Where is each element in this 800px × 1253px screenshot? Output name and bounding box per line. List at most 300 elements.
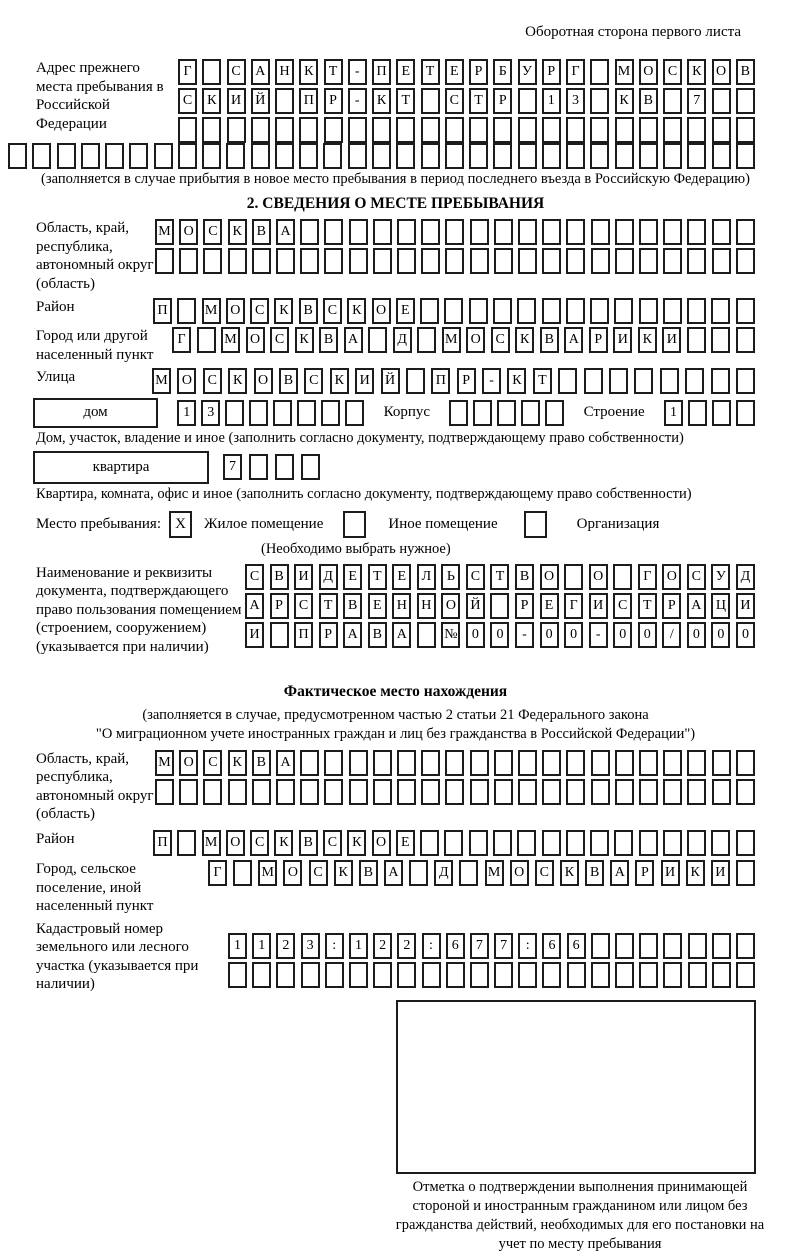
char-cell[interactable]: Т: [469, 88, 488, 114]
char-cell[interactable]: Г: [564, 593, 583, 619]
char-cell[interactable]: О: [254, 368, 273, 394]
char-cell[interactable]: 1: [177, 400, 196, 426]
char-cell[interactable]: [663, 88, 682, 114]
char-cell[interactable]: Д: [319, 564, 338, 590]
char-cell[interactable]: [615, 933, 634, 959]
char-cell[interactable]: Н: [392, 593, 411, 619]
char-cell[interactable]: 1: [252, 933, 271, 959]
char-cell[interactable]: [8, 143, 27, 169]
char-cell[interactable]: С: [535, 860, 554, 886]
char-cell[interactable]: Р: [589, 327, 608, 353]
char-cell[interactable]: 2: [276, 933, 295, 959]
char-cell[interactable]: [518, 88, 537, 114]
char-cell[interactable]: А: [392, 622, 411, 648]
char-cell[interactable]: Г: [566, 59, 585, 85]
char-cell[interactable]: Р: [493, 88, 512, 114]
char-cell[interactable]: [155, 779, 174, 805]
char-cell[interactable]: [609, 368, 628, 394]
char-cell[interactable]: [421, 219, 440, 245]
char-cell[interactable]: [348, 143, 367, 169]
char-cell[interactable]: Т: [490, 564, 509, 590]
char-cell[interactable]: [249, 400, 268, 426]
char-cell[interactable]: 7: [494, 933, 513, 959]
char-cell[interactable]: 7: [470, 933, 489, 959]
char-cell[interactable]: Р: [515, 593, 534, 619]
char-cell[interactable]: И: [662, 327, 681, 353]
char-cell[interactable]: [518, 779, 537, 805]
char-cell[interactable]: 1: [228, 933, 247, 959]
char-cell[interactable]: [417, 327, 436, 353]
char-cell[interactable]: И: [245, 622, 264, 648]
char-cell[interactable]: [276, 248, 295, 274]
char-cell[interactable]: [566, 219, 585, 245]
char-cell[interactable]: [615, 779, 634, 805]
char-cell[interactable]: [545, 400, 564, 426]
char-cell[interactable]: [639, 750, 658, 776]
char-cell[interactable]: Г: [208, 860, 227, 886]
char-cell[interactable]: Р: [469, 59, 488, 85]
char-cell[interactable]: А: [343, 622, 362, 648]
char-cell[interactable]: И: [294, 564, 313, 590]
char-cell[interactable]: [615, 219, 634, 245]
char-cell[interactable]: В: [252, 750, 271, 776]
char-cell[interactable]: [203, 779, 222, 805]
char-cell[interactable]: :: [518, 933, 537, 959]
char-cell[interactable]: О: [179, 219, 198, 245]
char-cell[interactable]: [736, 327, 755, 353]
char-cell[interactable]: Д: [393, 327, 412, 353]
char-cell[interactable]: С: [203, 368, 222, 394]
char-cell[interactable]: [323, 143, 342, 169]
char-cell[interactable]: -: [589, 622, 608, 648]
char-cell[interactable]: А: [276, 750, 295, 776]
checkbox-other-premises[interactable]: [343, 511, 366, 538]
char-cell[interactable]: 0: [490, 622, 509, 648]
char-cell[interactable]: П: [153, 298, 172, 324]
char-cell[interactable]: [590, 298, 609, 324]
char-cell[interactable]: [736, 860, 755, 886]
char-cell[interactable]: [639, 779, 658, 805]
char-cell[interactable]: М: [485, 860, 504, 886]
char-cell[interactable]: Ц: [711, 593, 730, 619]
char-cell[interactable]: [251, 143, 270, 169]
char-cell[interactable]: [566, 248, 585, 274]
char-cell[interactable]: [736, 248, 755, 274]
char-cell[interactable]: Е: [396, 830, 415, 856]
char-cell[interactable]: [712, 117, 731, 143]
char-cell[interactable]: [373, 750, 392, 776]
char-cell[interactable]: [542, 779, 561, 805]
char-cell[interactable]: И: [227, 88, 246, 114]
char-cell[interactable]: [470, 962, 489, 988]
char-cell[interactable]: [493, 298, 512, 324]
char-cell[interactable]: К: [228, 368, 247, 394]
char-cell[interactable]: :: [325, 933, 344, 959]
char-cell[interactable]: [660, 368, 679, 394]
char-cell[interactable]: [687, 219, 706, 245]
char-cell[interactable]: [409, 860, 428, 886]
char-cell[interactable]: [228, 248, 247, 274]
char-cell[interactable]: [615, 117, 634, 143]
char-cell[interactable]: В: [299, 298, 318, 324]
checkbox-organization[interactable]: [524, 511, 547, 538]
char-cell[interactable]: А: [251, 59, 270, 85]
char-cell[interactable]: [521, 400, 540, 426]
char-cell[interactable]: В: [639, 88, 658, 114]
char-cell[interactable]: Р: [542, 59, 561, 85]
char-cell[interactable]: [324, 117, 343, 143]
char-cell[interactable]: [712, 962, 731, 988]
char-cell[interactable]: [590, 88, 609, 114]
char-cell[interactable]: 7: [687, 88, 706, 114]
char-cell[interactable]: [634, 368, 653, 394]
char-cell[interactable]: К: [507, 368, 526, 394]
char-cell[interactable]: С: [245, 564, 264, 590]
char-cell[interactable]: А: [245, 593, 264, 619]
char-cell[interactable]: О: [639, 59, 658, 85]
char-cell[interactable]: [736, 117, 755, 143]
char-cell[interactable]: 3: [566, 88, 585, 114]
char-cell[interactable]: [275, 117, 294, 143]
char-cell[interactable]: О: [246, 327, 265, 353]
char-cell[interactable]: [445, 219, 464, 245]
char-cell[interactable]: [470, 750, 489, 776]
char-cell[interactable]: [712, 933, 731, 959]
char-cell[interactable]: [591, 219, 610, 245]
char-cell[interactable]: [639, 143, 658, 169]
char-cell[interactable]: 6: [567, 933, 586, 959]
char-cell[interactable]: Т: [421, 59, 440, 85]
char-cell[interactable]: Н: [417, 593, 436, 619]
char-cell[interactable]: 1: [664, 400, 683, 426]
char-cell[interactable]: 1: [349, 933, 368, 959]
char-cell[interactable]: Ь: [441, 564, 460, 590]
char-cell[interactable]: Е: [445, 59, 464, 85]
char-cell[interactable]: Б: [493, 59, 512, 85]
char-cell[interactable]: С: [203, 750, 222, 776]
char-cell[interactable]: [490, 593, 509, 619]
char-cell[interactable]: [473, 400, 492, 426]
char-cell[interactable]: М: [221, 327, 240, 353]
char-cell[interactable]: [711, 327, 730, 353]
char-cell[interactable]: [203, 248, 222, 274]
char-cell[interactable]: С: [687, 564, 706, 590]
char-cell[interactable]: О: [589, 564, 608, 590]
char-cell[interactable]: [202, 59, 221, 85]
char-cell[interactable]: [273, 400, 292, 426]
char-cell[interactable]: [712, 750, 731, 776]
char-cell[interactable]: Й: [466, 593, 485, 619]
char-cell[interactable]: [373, 248, 392, 274]
char-cell[interactable]: [687, 830, 706, 856]
char-cell[interactable]: П: [294, 622, 313, 648]
char-cell[interactable]: [470, 248, 489, 274]
char-cell[interactable]: [567, 962, 586, 988]
char-cell[interactable]: 3: [201, 400, 220, 426]
char-cell[interactable]: 0: [687, 622, 706, 648]
char-cell[interactable]: Е: [540, 593, 559, 619]
char-cell[interactable]: Т: [638, 593, 657, 619]
char-cell[interactable]: Е: [396, 59, 415, 85]
char-cell[interactable]: [301, 962, 320, 988]
char-cell[interactable]: [276, 962, 295, 988]
char-cell[interactable]: Е: [368, 593, 387, 619]
char-cell[interactable]: [228, 779, 247, 805]
char-cell[interactable]: Е: [343, 564, 362, 590]
char-cell[interactable]: [325, 962, 344, 988]
char-cell[interactable]: [275, 88, 294, 114]
char-cell[interactable]: [178, 143, 197, 169]
char-cell[interactable]: Й: [381, 368, 400, 394]
char-cell[interactable]: [275, 454, 294, 480]
char-cell[interactable]: А: [610, 860, 629, 886]
char-cell[interactable]: [639, 248, 658, 274]
char-cell[interactable]: А: [687, 593, 706, 619]
char-cell[interactable]: С: [323, 298, 342, 324]
char-cell[interactable]: О: [466, 327, 485, 353]
char-cell[interactable]: [459, 860, 478, 886]
char-cell[interactable]: [421, 750, 440, 776]
char-cell[interactable]: [301, 454, 320, 480]
char-cell[interactable]: [711, 830, 730, 856]
char-cell[interactable]: -: [482, 368, 501, 394]
char-cell[interactable]: [542, 962, 561, 988]
char-cell[interactable]: [687, 327, 706, 353]
char-cell[interactable]: [663, 143, 682, 169]
char-cell[interactable]: [444, 830, 463, 856]
char-cell[interactable]: К: [347, 298, 366, 324]
char-cell[interactable]: М: [615, 59, 634, 85]
char-cell[interactable]: С: [294, 593, 313, 619]
char-cell[interactable]: П: [372, 59, 391, 85]
char-cell[interactable]: [324, 219, 343, 245]
char-cell[interactable]: 6: [446, 933, 465, 959]
char-cell[interactable]: [421, 88, 440, 114]
char-cell[interactable]: [177, 298, 196, 324]
char-cell[interactable]: [494, 962, 513, 988]
char-cell[interactable]: [591, 750, 610, 776]
char-cell[interactable]: [397, 248, 416, 274]
char-cell[interactable]: [154, 143, 173, 169]
char-cell[interactable]: 0: [711, 622, 730, 648]
char-cell[interactable]: В: [359, 860, 378, 886]
char-cell[interactable]: С: [491, 327, 510, 353]
char-cell[interactable]: Й: [251, 88, 270, 114]
char-cell[interactable]: С: [270, 327, 289, 353]
char-cell[interactable]: К: [334, 860, 353, 886]
char-cell[interactable]: К: [228, 750, 247, 776]
char-cell[interactable]: [736, 933, 755, 959]
char-cell[interactable]: Р: [270, 593, 289, 619]
char-cell[interactable]: [518, 143, 537, 169]
char-cell[interactable]: [687, 117, 706, 143]
char-cell[interactable]: [711, 298, 730, 324]
char-cell[interactable]: К: [330, 368, 349, 394]
char-cell[interactable]: 3: [301, 933, 320, 959]
char-cell[interactable]: К: [202, 88, 221, 114]
char-cell[interactable]: К: [295, 327, 314, 353]
char-cell[interactable]: [542, 298, 561, 324]
char-cell[interactable]: [736, 962, 755, 988]
char-cell[interactable]: О: [662, 564, 681, 590]
char-cell[interactable]: [251, 117, 270, 143]
char-cell[interactable]: [226, 143, 245, 169]
char-cell[interactable]: К: [372, 88, 391, 114]
char-cell[interactable]: [639, 298, 658, 324]
char-cell[interactable]: В: [343, 593, 362, 619]
char-cell[interactable]: [615, 962, 634, 988]
char-cell[interactable]: [685, 368, 704, 394]
char-cell[interactable]: Г: [172, 327, 191, 353]
char-cell[interactable]: [372, 117, 391, 143]
char-cell[interactable]: [469, 830, 488, 856]
char-cell[interactable]: Т: [368, 564, 387, 590]
char-cell[interactable]: [372, 143, 391, 169]
char-cell[interactable]: [663, 830, 682, 856]
char-cell[interactable]: [517, 830, 536, 856]
char-cell[interactable]: А: [276, 219, 295, 245]
char-cell[interactable]: [349, 248, 368, 274]
char-cell[interactable]: [687, 750, 706, 776]
char-cell[interactable]: Д: [434, 860, 453, 886]
char-cell[interactable]: [445, 248, 464, 274]
char-cell[interactable]: В: [368, 622, 387, 648]
char-cell[interactable]: [688, 962, 707, 988]
char-cell[interactable]: [276, 779, 295, 805]
char-cell[interactable]: 1: [542, 88, 561, 114]
char-cell[interactable]: О: [226, 298, 245, 324]
char-cell[interactable]: [558, 368, 577, 394]
char-cell[interactable]: С: [250, 830, 269, 856]
char-cell[interactable]: [420, 298, 439, 324]
char-cell[interactable]: [494, 248, 513, 274]
char-cell[interactable]: М: [202, 298, 221, 324]
char-cell[interactable]: [542, 248, 561, 274]
char-cell[interactable]: О: [179, 750, 198, 776]
char-cell[interactable]: [663, 933, 682, 959]
char-cell[interactable]: [615, 143, 634, 169]
char-cell[interactable]: У: [518, 59, 537, 85]
char-cell[interactable]: [449, 400, 468, 426]
char-cell[interactable]: И: [711, 860, 730, 886]
char-cell[interactable]: [712, 779, 731, 805]
char-cell[interactable]: [300, 248, 319, 274]
char-cell[interactable]: [584, 368, 603, 394]
char-cell[interactable]: И: [589, 593, 608, 619]
char-cell[interactable]: [197, 327, 216, 353]
char-cell[interactable]: [566, 830, 585, 856]
char-cell[interactable]: С: [203, 219, 222, 245]
char-cell[interactable]: [518, 117, 537, 143]
char-cell[interactable]: [687, 298, 706, 324]
char-cell[interactable]: [105, 143, 124, 169]
char-cell[interactable]: /: [662, 622, 681, 648]
char-cell[interactable]: Е: [396, 298, 415, 324]
char-cell[interactable]: [590, 59, 609, 85]
char-cell[interactable]: Т: [319, 593, 338, 619]
char-cell[interactable]: С: [309, 860, 328, 886]
char-cell[interactable]: [324, 750, 343, 776]
char-cell[interactable]: 2: [373, 933, 392, 959]
char-cell[interactable]: -: [515, 622, 534, 648]
char-cell[interactable]: №: [441, 622, 460, 648]
char-cell[interactable]: С: [227, 59, 246, 85]
char-cell[interactable]: [591, 248, 610, 274]
char-cell[interactable]: [736, 219, 755, 245]
char-cell[interactable]: Е: [392, 564, 411, 590]
char-cell[interactable]: [324, 779, 343, 805]
char-cell[interactable]: [614, 298, 633, 324]
char-cell[interactable]: С: [466, 564, 485, 590]
char-cell[interactable]: В: [540, 327, 559, 353]
char-cell[interactable]: [397, 962, 416, 988]
char-cell[interactable]: [422, 962, 441, 988]
char-cell[interactable]: [417, 622, 436, 648]
char-cell[interactable]: [663, 779, 682, 805]
char-cell[interactable]: [406, 368, 425, 394]
char-cell[interactable]: [321, 400, 340, 426]
char-cell[interactable]: [129, 143, 148, 169]
char-cell[interactable]: :: [422, 933, 441, 959]
char-cell[interactable]: О: [177, 368, 196, 394]
char-cell[interactable]: [663, 219, 682, 245]
char-cell[interactable]: У: [711, 564, 730, 590]
char-cell[interactable]: [470, 219, 489, 245]
char-cell[interactable]: 0: [540, 622, 559, 648]
char-cell[interactable]: [421, 143, 440, 169]
char-cell[interactable]: [712, 88, 731, 114]
char-cell[interactable]: 7: [223, 454, 242, 480]
char-cell[interactable]: [445, 779, 464, 805]
char-cell[interactable]: Г: [178, 59, 197, 85]
char-cell[interactable]: [518, 962, 537, 988]
char-cell[interactable]: [542, 830, 561, 856]
char-cell[interactable]: 0: [564, 622, 583, 648]
char-cell[interactable]: О: [441, 593, 460, 619]
char-cell[interactable]: [348, 117, 367, 143]
char-cell[interactable]: [445, 117, 464, 143]
char-cell[interactable]: И: [613, 327, 632, 353]
char-cell[interactable]: И: [736, 593, 755, 619]
char-cell[interactable]: [155, 248, 174, 274]
char-cell[interactable]: [32, 143, 51, 169]
char-cell[interactable]: К: [299, 59, 318, 85]
char-cell[interactable]: С: [323, 830, 342, 856]
char-cell[interactable]: [614, 830, 633, 856]
char-cell[interactable]: Р: [319, 622, 338, 648]
char-cell[interactable]: К: [228, 219, 247, 245]
char-cell[interactable]: П: [153, 830, 172, 856]
char-cell[interactable]: [566, 750, 585, 776]
char-cell[interactable]: [396, 117, 415, 143]
char-cell[interactable]: К: [515, 327, 534, 353]
char-cell[interactable]: [470, 779, 489, 805]
char-cell[interactable]: [396, 143, 415, 169]
char-cell[interactable]: [178, 117, 197, 143]
char-cell[interactable]: С: [250, 298, 269, 324]
char-cell[interactable]: [613, 564, 632, 590]
char-cell[interactable]: [542, 117, 561, 143]
char-cell[interactable]: М: [258, 860, 277, 886]
char-cell[interactable]: [397, 779, 416, 805]
char-cell[interactable]: [249, 454, 268, 480]
char-cell[interactable]: В: [736, 59, 755, 85]
char-cell[interactable]: [736, 750, 755, 776]
char-cell[interactable]: [349, 779, 368, 805]
char-cell[interactable]: Т: [324, 59, 343, 85]
char-cell[interactable]: [687, 143, 706, 169]
char-cell[interactable]: [493, 830, 512, 856]
